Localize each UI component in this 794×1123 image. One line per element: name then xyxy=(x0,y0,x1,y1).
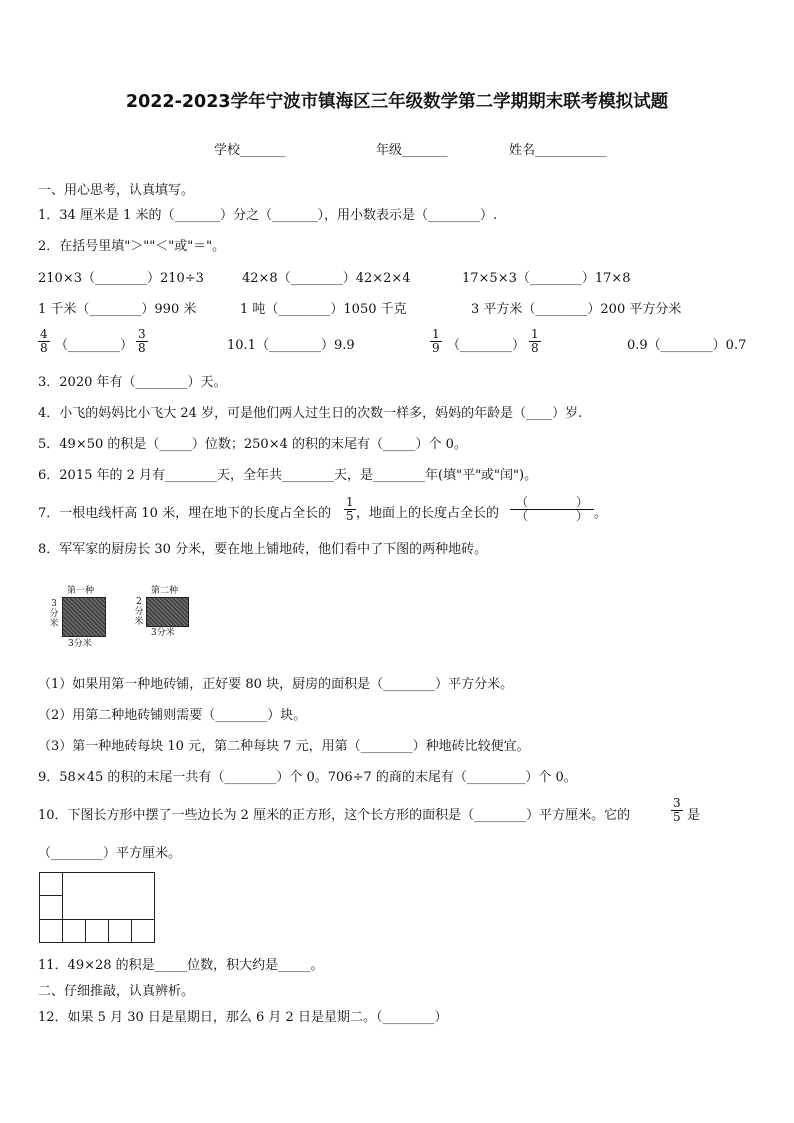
outer-rectangle xyxy=(40,873,155,943)
tile-2-name: 第二种 xyxy=(151,586,179,596)
fraction xyxy=(529,328,541,355)
fraction xyxy=(38,328,50,355)
rectangle-grid-figure xyxy=(39,872,157,946)
denominator: 8 xyxy=(531,341,539,355)
denominator: 5 xyxy=(673,810,681,824)
question-8: 8．军军家的厨房长 30 分米，要在地上铺地砖，他们看中了下图的两种地砖。 xyxy=(38,542,488,557)
tile-1-bottom-label: 3分米 xyxy=(68,639,92,649)
question-11: 11．49×28 的积是_____位数，积大约是_____。 xyxy=(38,958,324,973)
name-field: 姓名___________ xyxy=(509,143,607,158)
compare-blank: （________） xyxy=(55,338,134,353)
question-4: 4．小飞的妈妈比小飞大 24 岁，可是他们两人过生日的次数一样多，妈妈的年龄是（____）岁. xyxy=(38,406,583,421)
page-title: 2022-2023学年宁波市镇海区三年级数学第二学期期末联考模拟试题 xyxy=(125,92,669,112)
question-10-text: 10．下图长方形中摆了一些边长为 2 厘米的正方形，这个长方形的面积是（________）平方厘米。它的 xyxy=(38,808,631,823)
numerator: 1 xyxy=(346,495,354,509)
numerator: 1 xyxy=(432,327,440,341)
question-7-end: 。 xyxy=(594,506,608,521)
numerator: 4 xyxy=(40,327,48,341)
fraction xyxy=(344,496,356,523)
question-3: 3．2020 年有（________）天。 xyxy=(38,375,227,390)
tile-2-square xyxy=(146,597,189,627)
compare-item: 3 平方米（________）200 平方分米 xyxy=(471,302,682,317)
compare-item: 10.1（________）9.9 xyxy=(227,338,355,353)
question-10-line2: （________）平方厘米。 xyxy=(38,846,182,861)
section-1-heading: 一、用心思考，认真填写。 xyxy=(38,183,195,198)
tile-2-side-label: 2分米 xyxy=(134,597,144,627)
question-2: 2．在括号里填"＞""＜"或"＝"。 xyxy=(38,239,226,254)
numerator-blank: （ ） xyxy=(510,496,594,510)
tile-1-name: 第一种 xyxy=(67,586,95,596)
question-8-1: （1）如果用第一种地砖铺，正好要 80 块，厨房的面积是（________）平方分米。 xyxy=(38,677,514,692)
section-2-heading: 二、仔细推敲，认真辨析。 xyxy=(38,984,195,999)
tile-2-bottom-label: 3分米 xyxy=(151,628,175,638)
compare-item: 0.9（________）0.7 xyxy=(627,338,747,353)
question-7-text: ，地面上的长度占全长的 xyxy=(356,506,500,521)
numerator: 3 xyxy=(138,327,146,341)
denominator-blank: （ ） xyxy=(516,509,589,523)
numerator: 1 xyxy=(531,327,539,341)
question-6: 6．2015 年的 2 月有________天，全年共________天，是________年(填"平"或"闰")。 xyxy=(38,468,538,483)
tile-1-square xyxy=(62,597,106,637)
question-1: 1．34 厘米是 1 米的（_______）分之（_______），用小数表示是（________）. xyxy=(38,208,498,223)
denominator: 8 xyxy=(138,341,146,355)
fraction xyxy=(671,797,683,824)
tile-1-side-label: 3分米 xyxy=(49,599,59,629)
compare-item: 1 吨（________）1050 千克 xyxy=(240,302,407,317)
question-5: 5．49×50 的积是（_____）位数；250×4 的积的末尾有（_____）个 0。 xyxy=(38,437,467,452)
denominator: 9 xyxy=(432,341,440,355)
denominator: 8 xyxy=(40,341,48,355)
question-10-text: 是 xyxy=(687,808,701,823)
compare-item: 17×5×3（________）17×8 xyxy=(462,271,631,286)
compare-item: 42×8（________）42×2×4 xyxy=(242,271,411,286)
question-8-2: （2）用第二种地砖铺则需要（________）块。 xyxy=(38,708,307,723)
answer-fraction-blank xyxy=(510,496,594,523)
question-8-3: （3）第一种地砖每块 10 元，第二种每块 7 元，用第（________）种地砖比较便宜。 xyxy=(38,739,530,754)
question-9: 9．58×45 的积的末尾一共有（________）个 0。706÷7 的商的末尾有（_________）个 0。 xyxy=(38,770,577,785)
compare-item: 210×3（________）210÷3 xyxy=(38,271,204,286)
denominator: 5 xyxy=(346,509,354,523)
compare-blank: （________） xyxy=(447,338,526,353)
fraction xyxy=(430,328,442,355)
grade-field: 年级_______ xyxy=(376,143,448,158)
fraction xyxy=(136,328,148,355)
numerator: 3 xyxy=(673,796,681,810)
question-12: 12．如果 5 月 30 日是星期日，那么 6 月 2 日是星期二。（________） xyxy=(38,1010,448,1025)
compare-item: 1 千米（________）990 米 xyxy=(38,302,197,317)
school-field: 学校_______ xyxy=(214,143,286,158)
question-7-text: 7．一根电线杆高 10 米，埋在地下的长度占全长的 xyxy=(38,506,332,521)
